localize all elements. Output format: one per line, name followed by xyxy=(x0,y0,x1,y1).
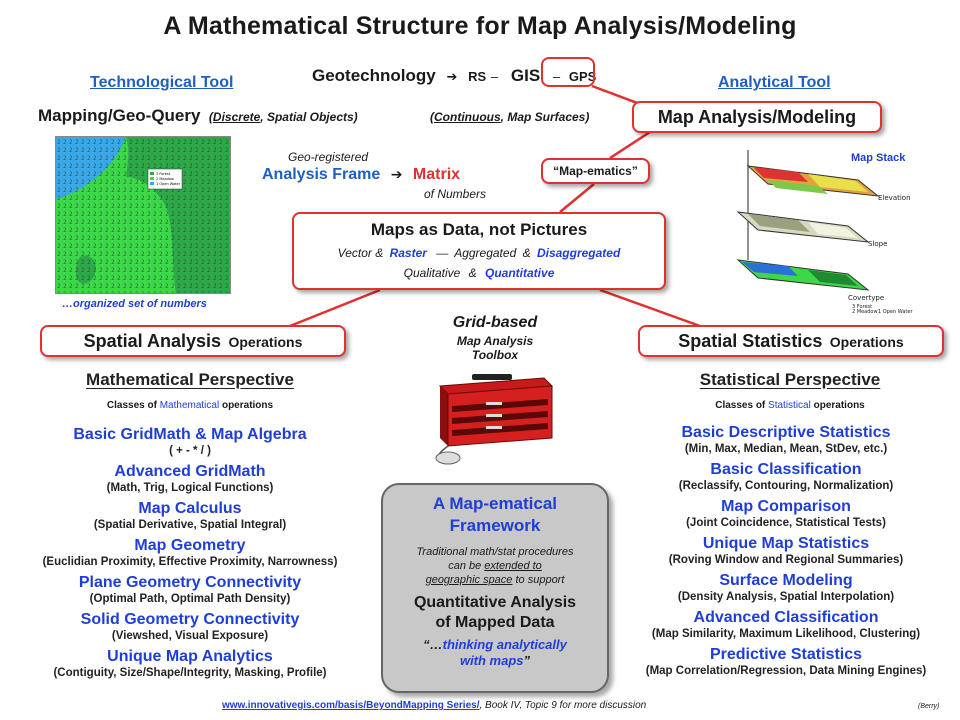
classes-mid: Mathematical xyxy=(159,400,220,411)
quote-line2: with maps xyxy=(459,653,524,668)
arrow-icon: ➔ xyxy=(446,69,458,84)
mapematical-framework-box xyxy=(381,483,609,693)
spatial-analysis-box xyxy=(40,325,346,357)
footer-rest: , Book IV, Topic 9 for more discussion xyxy=(479,700,647,711)
matrix-label: Matrix xyxy=(412,166,461,183)
berry-credit: (Berry) xyxy=(918,703,940,710)
framework-body-line2 xyxy=(383,559,607,573)
covertype-legend-3: 1 Open Water xyxy=(878,309,913,315)
stat-item-sub: (Map Similarity, Maximum Likelihood, Clustering) xyxy=(651,628,921,640)
toolbox-line2: Map Analysis xyxy=(456,334,534,348)
stat-item-title: Map Comparison xyxy=(721,498,851,515)
gis-highlight-box xyxy=(541,57,595,87)
stat-item-title: Unique Map Statistics xyxy=(702,535,870,552)
map-analysis-modeling-label: Map Analysis/Modeling xyxy=(657,107,857,127)
math-item-sub: (Math, Trig, Logical Functions) xyxy=(106,482,274,494)
framework-title-line1: A Map-ematical xyxy=(432,494,558,513)
stat-item-sub: (Joint Coincidence, Statistical Tests) xyxy=(686,517,886,529)
continuous-surfaces xyxy=(430,110,589,124)
math-item-title: Basic GridMath & Map Algebra xyxy=(73,426,307,443)
classes-mid: Statistical xyxy=(768,400,811,411)
math-item xyxy=(10,500,370,533)
maps-as-data-line1 xyxy=(294,246,664,260)
spatial-objects-label: , Spatial Objects) xyxy=(260,110,358,124)
math-items-list xyxy=(10,426,370,681)
framework-quote xyxy=(383,637,607,669)
aggregated-label: Aggregated xyxy=(454,246,517,260)
math-item-sub: (Contiguity, Size/Shape/Integrity, Masking, Profile) xyxy=(53,667,327,679)
stat-item xyxy=(612,535,960,568)
math-perspective-heading: Mathematical Perspective xyxy=(86,370,294,389)
dash-1: – xyxy=(490,69,499,84)
discrete-label: Discrete xyxy=(212,110,261,124)
to-support-label: to support xyxy=(515,574,565,586)
technological-tool-label: Technological Tool xyxy=(90,74,234,91)
quote-close: ” xyxy=(523,653,531,668)
maps-as-data-line2 xyxy=(294,266,664,280)
line-maps-data-to-spatial-analysis xyxy=(290,290,380,326)
covertype-legend-1: 3 Forest xyxy=(852,304,873,310)
spatial-statistics-box xyxy=(638,325,944,357)
continuous-paren: ( xyxy=(430,110,434,124)
grid-legend-1: 3 Forest xyxy=(156,172,171,176)
framework-body-line3 xyxy=(383,573,607,587)
grid-numbers-map xyxy=(55,136,231,294)
analysis-frame-line xyxy=(262,166,460,184)
stat-item-sub: (Density Analysis, Spatial Interpolation) xyxy=(677,591,895,603)
vector-label: Vector & xyxy=(337,246,384,260)
stat-item xyxy=(612,609,960,642)
maps-as-data-title: Maps as Data, not Pictures xyxy=(370,220,588,239)
raster-label: Raster xyxy=(389,246,427,260)
stat-perspective-heading: Statistical Perspective xyxy=(699,370,881,389)
classes-post: operations xyxy=(221,400,274,411)
spatial-statistics-label: Spatial Statistics xyxy=(678,331,823,351)
stat-item-sub: (Map Correlation/Regression, Data Mining Engines) xyxy=(645,665,927,677)
quantitative-label: Quantitative xyxy=(485,266,555,280)
stat-item xyxy=(612,424,960,457)
math-item xyxy=(10,426,370,459)
arrow-icon: ➔ xyxy=(390,166,403,182)
geo-registered-label: Geo-registered xyxy=(288,150,369,164)
map-surfaces-label: , Map Surfaces) xyxy=(500,110,590,124)
dash-2: – xyxy=(552,69,561,84)
math-item-sub: (Viewshed, Visual Exposure) xyxy=(111,630,269,642)
math-item-title: Plane Geometry Connectivity xyxy=(78,574,302,591)
stat-item-title: Surface Modeling xyxy=(719,572,853,589)
line-modeling-to-mapematics xyxy=(610,132,650,158)
amp-label: & xyxy=(522,246,531,260)
math-item xyxy=(10,537,370,570)
covertype-legend-2: 2 Meadow xyxy=(852,309,878,315)
quant-line1: Quantitative Analysis xyxy=(413,594,577,611)
math-item-title: Map Calculus xyxy=(138,500,242,517)
math-item-title: Solid Geometry Connectivity xyxy=(80,611,300,628)
toolbox-line1: Grid-based xyxy=(452,314,538,331)
slope-label: Slope xyxy=(868,240,888,248)
grid-legend-2: 2 Meadow xyxy=(156,177,174,181)
mapematics-box xyxy=(541,158,650,184)
classes-post: operations xyxy=(813,400,865,411)
gis-label: GIS xyxy=(510,66,541,85)
map-stack-label: Map Stack xyxy=(851,152,906,164)
math-item-sub: ( + - * / ) xyxy=(169,445,211,457)
line-gis-to-modeling xyxy=(592,86,640,104)
elevation-label: Elevation xyxy=(878,194,911,202)
stat-item xyxy=(612,461,960,494)
line-maps-data-to-spatial-stats xyxy=(600,290,700,326)
spatial-analysis-label: Spatial Analysis xyxy=(83,331,222,351)
footer-link[interactable]: www.innovativegis.com/basis/BeyondMapping Series/ xyxy=(222,700,480,711)
framework-title xyxy=(383,493,607,537)
page-title: A Mathematical Structure for Map Analysis/Modeling xyxy=(163,12,797,40)
geotechnology-label: Geotechnology xyxy=(312,66,436,85)
quote-line1: thinking analytically xyxy=(442,637,567,652)
math-item-sub: (Optimal Path, Optimal Path Density) xyxy=(89,593,291,605)
operations-label: Operations xyxy=(829,334,904,350)
stat-classes-label xyxy=(660,400,920,411)
mapping-label: Mapping/Geo-Query xyxy=(38,106,201,125)
mapping-geo-query xyxy=(38,106,358,126)
math-item xyxy=(10,463,370,496)
mapematics-label: Map-ematics xyxy=(559,164,632,178)
toolbox-icon xyxy=(426,372,558,468)
can-be-label: can be xyxy=(448,560,482,572)
framework-quant xyxy=(383,593,607,633)
math-item-sub: (Spatial Derivative, Spatial Integral) xyxy=(93,519,287,531)
math-item-title: Advanced GridMath xyxy=(114,463,266,480)
extended-to-label: extended to xyxy=(484,560,542,572)
quote-close: ” xyxy=(631,164,638,178)
grid-numbers-graphic xyxy=(56,137,231,294)
stat-item-sub: (Roving Window and Regional Summaries) xyxy=(668,554,904,566)
covertype-label: Covertype xyxy=(848,294,885,302)
maps-as-data-box xyxy=(292,212,666,290)
analytical-tool-label: Analytical Tool xyxy=(718,74,831,91)
math-item xyxy=(10,648,370,681)
footer xyxy=(222,700,646,711)
gps-label: GPS xyxy=(568,69,597,84)
stat-item xyxy=(612,572,960,605)
grid-legend-3: 1 Open Water xyxy=(156,182,181,186)
toolbox-line3: Toolbox xyxy=(471,348,519,362)
stat-item-title: Predictive Statistics xyxy=(709,646,863,663)
math-classes-label xyxy=(60,400,320,411)
map-analysis-modeling-box xyxy=(632,101,882,133)
operations-label: Operations xyxy=(228,334,303,350)
quant-line2: of Mapped Data xyxy=(435,614,555,631)
mapping-paren: ( xyxy=(208,110,213,124)
math-item xyxy=(10,574,370,607)
stat-item xyxy=(612,646,960,679)
classes-of: Classes of xyxy=(715,400,766,411)
quote-open: “… xyxy=(423,637,443,652)
quote-open: “ xyxy=(553,164,560,178)
disaggregated-label: Disaggregated xyxy=(536,246,621,260)
line-mapematics-to-maps-data xyxy=(560,184,594,212)
stat-item-title: Basic Descriptive Statistics xyxy=(681,424,891,441)
stat-item-title: Basic Classification xyxy=(710,461,862,478)
math-item-title: Unique Map Analytics xyxy=(107,648,273,665)
continuous-label: Continuous xyxy=(434,110,501,124)
framework-body-line1: Traditional math/stat procedures xyxy=(416,546,574,558)
of-numbers-label: of Numbers xyxy=(424,187,487,201)
amp-label: & xyxy=(468,266,477,280)
math-item-title: Map Geometry xyxy=(134,537,246,554)
stat-item xyxy=(612,498,960,531)
qualitative-label: Qualitative xyxy=(403,266,461,280)
map-stack-graphic xyxy=(728,150,918,316)
geographic-space-label: geographic space xyxy=(425,574,513,586)
framework-title-line2: Framework xyxy=(449,516,541,535)
math-item-sub: (Euclidian Proximity, Effective Proximity, Narrowness) xyxy=(42,556,338,568)
framework-body xyxy=(383,545,607,587)
toolbox-caption xyxy=(400,314,590,362)
classes-of: Classes of xyxy=(106,400,157,411)
grid-caption: …organized set of numbers xyxy=(62,298,207,310)
rs-label: RS xyxy=(468,69,487,84)
stat-item-title: Advanced Classification xyxy=(693,609,879,626)
math-item xyxy=(10,611,370,644)
stat-item-sub: (Reclassify, Contouring, Normalization) xyxy=(678,480,894,492)
stat-item-sub: (Min, Max, Median, Mean, StDev, etc.) xyxy=(684,443,888,455)
dash-label: — xyxy=(436,246,449,260)
stat-items-list xyxy=(612,424,960,679)
analysis-frame-label: Analysis Frame xyxy=(262,166,381,183)
